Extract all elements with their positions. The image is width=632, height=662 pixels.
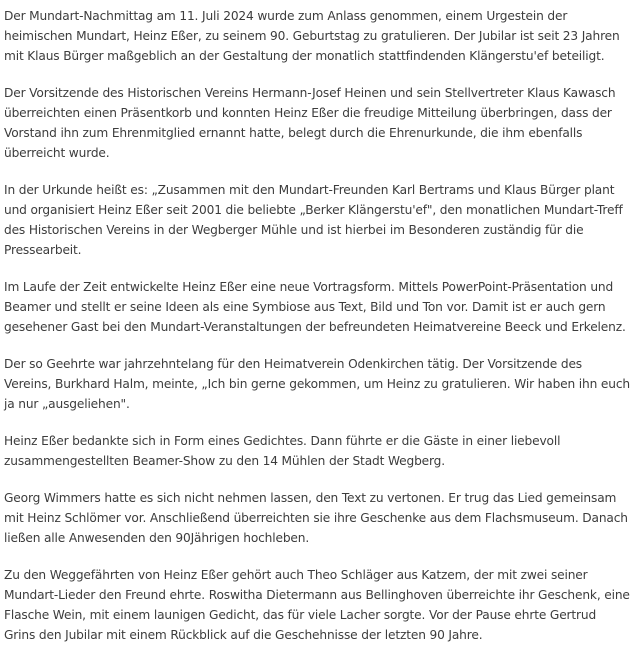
article-paragraph-4: Im Laufe der Zeit entwickelte Heinz Eßer eine neue Vortragsform. Mittels PowerPoint-Präsentation und Beamer und stellt er seine Ideen als eine Symbiose aus Text, Bild und Ton vor. Damit ist er auch gern gesehener Gast bei den Mundart-Veranstaltungen der befreundeten Heimatvereine Beeck und Erkelenz.: [4, 280, 626, 334]
article-paragraph-8: Zu den Weggefährten von Heinz Eßer gehört auch Theo Schläger aus Katzem, der mit zwei seiner Mundart-Lieder den Freund ehrte. Roswitha Dietermann aus Bellinghoven überreichte ihr Geschenk, eine Flasche Wein, mit einem launigen Gedicht, das für viele Lacher sorgte. Vor der Pause ehrte Gertrud Grins den Jubilar mit einem Rückblick auf die Geschehnisse der letzten 90 Jahre.: [4, 568, 630, 642]
article-paragraph-2: Der Vorsitzende des Historischen Vereins Hermann-Josef Heinen und sein Stellvertreter Klaus Kawasch überreichten einen Präsentkorb und konnten Heinz Eßer die freudige Mitteilung überbringen, dass der Vorstand ihn zum Ehrenmitglied ernannt hatte, belegt durch die Ehrenurkunde, die ihm ebenfalls überreicht wurde.: [4, 86, 616, 160]
article-paragraph-5: Der so Geehrte war jahrzehntelang für den Heimatverein Odenkirchen tätig. Der Vorsitzende des Vereins, Burkhard Halm, meinte, „Ich bin gerne gekommen, um Heinz zu gratulieren. Wir haben ihn euch ja nur „ausgeliehen".: [4, 357, 630, 411]
article-paragraph-1: Der Mundart-Nachmittag am 11. Juli 2024 wurde zum Anlass genommen, einem Urgestein der heimischen Mundart, Heinz Eßer, zu seinem 90. Geburtstag zu gratulieren. Der Jubilar ist seit 23 Jahren mit Klaus Bürger maßgeblich an der Gestaltung der monatlich stattfindenden Klängerstu'ef beteiligt.: [4, 9, 620, 63]
article-paragraph-7: Georg Wimmers hatte es sich nicht nehmen lassen, den Text zu vertonen. Er trug das Lied gemeinsam mit Heinz Schlömer vor. Anschließend überreichten sie ihre Geschenke aus dem Flachsmuseum. Danach ließen alle Anwesenden den 90Jährigen hochleben.: [4, 491, 628, 545]
article-paragraph-3: In der Urkunde heißt es: „Zusammen mit den Mundart-Freunden Karl Bertrams und Klaus Bürger plant und organisiert Heinz Eßer seit 2001 die beliebte „Berker Klängerstu'ef", den monatlichen Mundart-Treff des Historischen Vereins in der Wegberger Mühle und ist hierbei im Besonderen zuständig für die Pressearbeit.: [4, 183, 623, 257]
article-body: [4, 0, 630, 662]
article-paragraph-6: Heinz Eßer bedankte sich in Form eines Gedichtes. Dann führte er die Gäste in einer liebevoll zusammengestellten Beamer-Show zu den 14 Mühlen der Stadt Wegberg.: [4, 434, 561, 468]
